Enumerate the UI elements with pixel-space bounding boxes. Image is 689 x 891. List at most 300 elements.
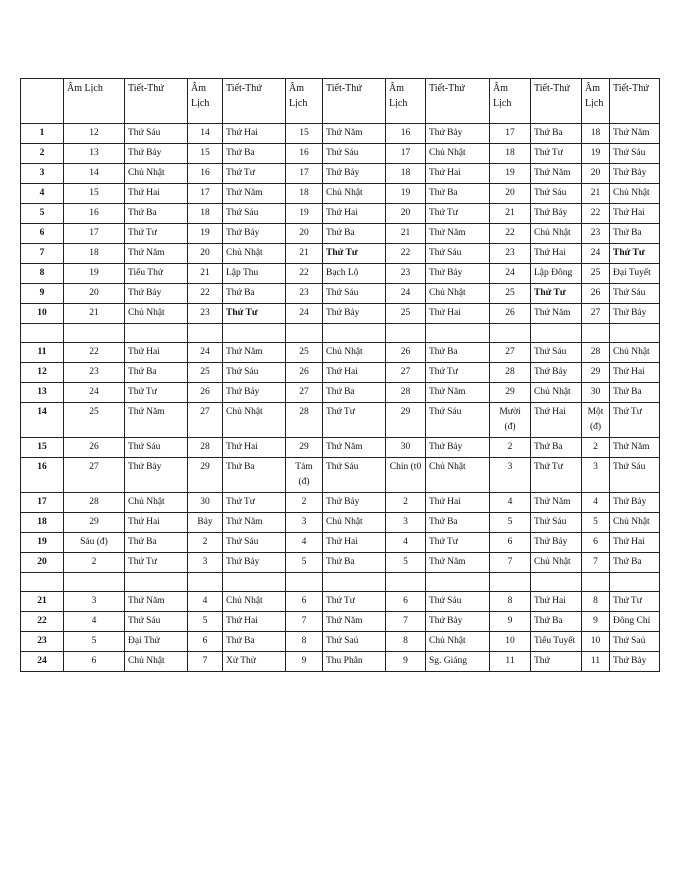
calendar-cell: Thứ Năm — [223, 184, 286, 204]
calendar-cell: Thứ Năm — [125, 403, 188, 438]
calendar-cell: Thứ Sáu — [323, 458, 386, 493]
row-number-cell: 17 — [21, 493, 64, 513]
calendar-cell: Thứ Ba — [531, 612, 582, 632]
calendar-cell: 28 — [64, 493, 125, 513]
calendar-cell: 24 — [64, 383, 125, 403]
calendar-cell: Mười (đ) — [490, 403, 531, 438]
calendar-cell: Chủ Nhật — [323, 343, 386, 363]
calendar-cell: Thứ Tư — [426, 204, 490, 224]
calendar-cell: 9 — [386, 652, 426, 672]
calendar-cell: Thứ Bảy — [426, 438, 490, 458]
calendar-cell: Thứ Năm — [323, 612, 386, 632]
calendar-cell: 19 — [386, 184, 426, 204]
table-row — [21, 244, 660, 264]
table-row — [21, 533, 660, 553]
calendar-cell: Chủ Nhật — [323, 184, 386, 204]
calendar-cell: 29 — [582, 363, 610, 383]
calendar-cell: Thứ Sáu — [223, 204, 286, 224]
calendar-cell: Thứ Năm — [125, 592, 188, 612]
calendar-cell: 23 — [582, 224, 610, 244]
calendar-cell: Thứ Bảy — [125, 144, 188, 164]
calendar-cell: 17 — [386, 144, 426, 164]
calendar-cell: Thứ Hai — [531, 403, 582, 438]
calendar-cell: 28 — [582, 343, 610, 363]
table-row — [21, 124, 660, 144]
calendar-cell — [125, 573, 188, 592]
header-cell: Tiết-Thứ — [426, 79, 490, 124]
calendar-cell: 15 — [64, 184, 125, 204]
calendar-cell: Chủ Nhật — [610, 184, 660, 204]
calendar-cell: Thứ Bảy — [323, 493, 386, 513]
calendar-cell: 26 — [286, 363, 323, 383]
calendar-cell: 18 — [64, 244, 125, 264]
calendar-cell: Thứ Bảy — [223, 553, 286, 573]
calendar-cell: 4 — [582, 493, 610, 513]
calendar-cell: 23 — [64, 363, 125, 383]
calendar-cell: Bạch Lộ — [323, 264, 386, 284]
calendar-cell: 24 — [286, 304, 323, 324]
calendar-cell: 2 — [64, 553, 125, 573]
calendar-cell: 2 — [490, 438, 531, 458]
calendar-cell: 9 — [490, 612, 531, 632]
calendar-cell: 5 — [64, 632, 125, 652]
calendar-cell: 22 — [188, 284, 223, 304]
calendar-cell: 28 — [188, 438, 223, 458]
calendar-cell: 18 — [188, 204, 223, 224]
table-row — [21, 164, 660, 184]
table-row — [21, 458, 660, 493]
calendar-cell: 25 — [286, 343, 323, 363]
calendar-cell: 3 — [386, 513, 426, 533]
calendar-cell: Thứ Sáu — [610, 284, 660, 304]
calendar-cell: Thứ Sáu — [125, 124, 188, 144]
calendar-cell: Thứ Năm — [531, 493, 582, 513]
calendar-cell: Thứ Sáu — [531, 513, 582, 533]
calendar-cell: Thứ Năm — [426, 383, 490, 403]
calendar-cell: Lập Thu — [223, 264, 286, 284]
calendar-cell: Thứ Bảy — [223, 224, 286, 244]
calendar-cell: Thứ Bảy — [426, 124, 490, 144]
calendar-cell: Thứ Hai — [223, 438, 286, 458]
calendar-cell: 28 — [286, 403, 323, 438]
calendar-cell: Thu Phân — [323, 652, 386, 672]
calendar-cell: Thứ Ba — [531, 124, 582, 144]
calendar-cell: 29 — [188, 458, 223, 493]
calendar-cell: 20 — [188, 244, 223, 264]
calendar-cell: Chủ Nhật — [426, 632, 490, 652]
row-number-cell: 24 — [21, 652, 64, 672]
calendar-cell: Thứ Ba — [223, 284, 286, 304]
calendar-cell: 6 — [582, 533, 610, 553]
calendar-cell: 2 — [582, 438, 610, 458]
calendar-cell: Xử Thử — [223, 652, 286, 672]
calendar-cell: Thứ Bảy — [610, 304, 660, 324]
calendar-cell: 30 — [582, 383, 610, 403]
calendar-cell: 2 — [386, 493, 426, 513]
calendar-cell: 19 — [64, 264, 125, 284]
calendar-cell: Tiểu Thử — [125, 264, 188, 284]
calendar-cell: Chủ Nhật — [125, 652, 188, 672]
calendar-cell: 27 — [386, 363, 426, 383]
calendar-cell: 7 — [386, 612, 426, 632]
calendar-cell: 3 — [582, 458, 610, 493]
calendar-cell: 20 — [490, 184, 531, 204]
calendar-cell: Thứ Ba — [223, 632, 286, 652]
row-number-cell: 18 — [21, 513, 64, 533]
calendar-cell: 8 — [286, 632, 323, 652]
calendar-cell: Đại Tuyết — [610, 264, 660, 284]
calendar-cell — [582, 324, 610, 343]
row-number-cell: 10 — [21, 304, 64, 324]
calendar-cell: Thứ Hai — [323, 363, 386, 383]
calendar-cell: Thứ Tư — [223, 164, 286, 184]
row-number-cell: 1 — [21, 124, 64, 144]
row-number-cell: 9 — [21, 284, 64, 304]
calendar-cell: Thứ Bảy — [610, 493, 660, 513]
row-number-cell: 4 — [21, 184, 64, 204]
calendar-cell: Thứ Ba — [125, 204, 188, 224]
calendar-cell: Chủ Nhật — [223, 403, 286, 438]
calendar-cell: Thứ Hai — [323, 533, 386, 553]
header-cell: Âm Lịch — [582, 79, 610, 124]
calendar-cell: 19 — [286, 204, 323, 224]
calendar-cell: Thứ Hai — [610, 204, 660, 224]
table-row — [21, 224, 660, 244]
calendar-cell: Một (đ) — [582, 403, 610, 438]
calendar-cell: 21 — [582, 184, 610, 204]
calendar-cell: Thứ Tư — [125, 383, 188, 403]
calendar-cell — [223, 324, 286, 343]
calendar-cell: Thứ Ba — [223, 458, 286, 493]
row-number-cell: 14 — [21, 403, 64, 438]
row-number-cell: 2 — [21, 144, 64, 164]
calendar-cell: 25 — [188, 363, 223, 383]
calendar-cell: 7 — [490, 553, 531, 573]
calendar-cell: 24 — [386, 284, 426, 304]
calendar-cell — [286, 573, 323, 592]
calendar-cell: 26 — [582, 284, 610, 304]
calendar-cell: Tiểu Tuyết — [531, 632, 582, 652]
calendar-cell: 21 — [64, 304, 125, 324]
calendar-cell: 23 — [286, 284, 323, 304]
calendar-cell: Thứ Ba — [323, 553, 386, 573]
calendar-cell: Thứ Sáu — [223, 363, 286, 383]
calendar-cell: Lập Đông — [531, 264, 582, 284]
calendar-cell: 16 — [64, 204, 125, 224]
calendar-cell: Thứ Hai — [323, 204, 386, 224]
calendar-cell: 18 — [582, 124, 610, 144]
calendar-cell: Thứ Sáu — [531, 184, 582, 204]
calendar-cell: 20 — [64, 284, 125, 304]
calendar-cell: 25 — [490, 284, 531, 304]
calendar-cell: 26 — [386, 343, 426, 363]
calendar-cell: Thứ Năm — [426, 553, 490, 573]
row-number-cell: 3 — [21, 164, 64, 184]
calendar-cell: 3 — [286, 513, 323, 533]
calendar-cell: 25 — [582, 264, 610, 284]
calendar-cell: Thứ Bảy — [323, 304, 386, 324]
calendar-cell — [188, 324, 223, 343]
calendar-cell: Thứ Hai — [531, 592, 582, 612]
calendar-cell: Chủ Nhật — [125, 493, 188, 513]
table-row — [21, 632, 660, 652]
calendar-cell: Thứ Ba — [610, 383, 660, 403]
calendar-cell — [323, 324, 386, 343]
calendar-cell: Thứ Ba — [426, 184, 490, 204]
calendar-cell: 22 — [490, 224, 531, 244]
calendar-cell: 4 — [188, 592, 223, 612]
header-row — [21, 79, 660, 124]
calendar-cell: Thứ Bảy — [610, 652, 660, 672]
calendar-cell — [426, 573, 490, 592]
calendar-cell: 26 — [64, 438, 125, 458]
calendar-cell — [531, 324, 582, 343]
calendar-cell: Thứ Sáu — [323, 144, 386, 164]
calendar-body — [21, 124, 660, 672]
calendar-cell: 8 — [582, 592, 610, 612]
calendar-cell: Thứ Năm — [323, 124, 386, 144]
calendar-cell: 6 — [490, 533, 531, 553]
calendar-cell: 5 — [386, 553, 426, 573]
calendar-cell: 29 — [490, 383, 531, 403]
calendar-cell: 19 — [582, 144, 610, 164]
calendar-cell: 27 — [582, 304, 610, 324]
calendar-cell: Chủ Nhật — [610, 513, 660, 533]
calendar-cell: 15 — [188, 144, 223, 164]
calendar-cell: 24 — [582, 244, 610, 264]
calendar-cell: Thứ Tư — [531, 458, 582, 493]
calendar-cell — [188, 573, 223, 592]
calendar-cell: Thứ Ba — [531, 438, 582, 458]
calendar-cell: 24 — [188, 343, 223, 363]
calendar-cell: 28 — [386, 383, 426, 403]
calendar-cell: 26 — [490, 304, 531, 324]
calendar-cell: 5 — [582, 513, 610, 533]
calendar-cell: Thứ Tư — [426, 363, 490, 383]
row-number-cell — [21, 324, 64, 343]
row-number-cell: 5 — [21, 204, 64, 224]
calendar-cell — [64, 324, 125, 343]
calendar-cell: 5 — [188, 612, 223, 632]
calendar-cell: 26 — [188, 383, 223, 403]
table-row — [21, 184, 660, 204]
calendar-cell: Chủ Nhật — [426, 284, 490, 304]
calendar-cell: Chủ Nhật — [223, 244, 286, 264]
calendar-cell: 22 — [286, 264, 323, 284]
calendar-cell: Thứ Tư — [323, 592, 386, 612]
calendar-cell: 4 — [286, 533, 323, 553]
calendar-cell: 9 — [286, 652, 323, 672]
calendar-cell: 11 — [490, 652, 531, 672]
calendar-cell: 9 — [582, 612, 610, 632]
calendar-cell: 27 — [64, 458, 125, 493]
table-row — [21, 363, 660, 383]
calendar-cell: Thứ Ba — [426, 513, 490, 533]
calendar-cell: Thứ Tư — [323, 244, 386, 264]
calendar-cell: Thứ Ba — [323, 383, 386, 403]
calendar-cell: 28 — [490, 363, 531, 383]
calendar-cell: Sg. Giáng — [426, 652, 490, 672]
row-number-cell: 13 — [21, 383, 64, 403]
calendar-cell: 23 — [490, 244, 531, 264]
calendar-cell: Chủ Nhật — [531, 224, 582, 244]
calendar-cell: 8 — [490, 592, 531, 612]
calendar-cell: 20 — [386, 204, 426, 224]
calendar-cell: Thứ Ba — [323, 224, 386, 244]
calendar-cell: Thứ — [531, 652, 582, 672]
calendar-cell: 7 — [582, 553, 610, 573]
calendar-cell — [64, 573, 125, 592]
calendar-cell: 6 — [386, 592, 426, 612]
calendar-cell: Thứ Năm — [531, 304, 582, 324]
calendar-cell: Thứ Sáu — [531, 343, 582, 363]
calendar-cell — [386, 573, 426, 592]
calendar-cell: Thứ Hai — [223, 612, 286, 632]
calendar-cell — [286, 324, 323, 343]
calendar-cell: 16 — [386, 124, 426, 144]
calendar-cell: Thứ Sáu — [610, 144, 660, 164]
calendar-cell: 7 — [286, 612, 323, 632]
calendar-cell: 27 — [188, 403, 223, 438]
calendar-cell: 16 — [188, 164, 223, 184]
calendar-cell: Chủ Nhật — [531, 383, 582, 403]
calendar-cell: 13 — [64, 144, 125, 164]
calendar-cell: 6 — [64, 652, 125, 672]
table-row — [21, 324, 660, 343]
calendar-cell: Thứ Bảy — [426, 612, 490, 632]
calendar-cell: 5 — [286, 553, 323, 573]
calendar-cell: 22 — [64, 343, 125, 363]
calendar-cell: 18 — [386, 164, 426, 184]
calendar-cell: 21 — [386, 224, 426, 244]
calendar-cell: Thứ Tư — [610, 592, 660, 612]
calendar-cell — [610, 324, 660, 343]
calendar-cell: Thứ Ba — [426, 343, 490, 363]
calendar-cell: Thứ Bảy — [223, 383, 286, 403]
calendar-cell: Thứ Năm — [610, 124, 660, 144]
calendar-cell: 17 — [188, 184, 223, 204]
calendar-cell: Thứ Tư — [610, 403, 660, 438]
header-cell — [21, 79, 64, 124]
header-cell: Tiết-Thứ — [125, 79, 188, 124]
table-row — [21, 652, 660, 672]
calendar-cell: 21 — [286, 244, 323, 264]
calendar-cell: Thứ Hai — [531, 244, 582, 264]
calendar-cell: 25 — [64, 403, 125, 438]
calendar-cell: 25 — [386, 304, 426, 324]
table-row — [21, 383, 660, 403]
calendar-cell: 29 — [64, 513, 125, 533]
calendar-cell: Thứ Bảy — [323, 164, 386, 184]
calendar-cell: Thứ Bảy — [426, 264, 490, 284]
calendar-cell: Thứ Tư — [531, 144, 582, 164]
header-cell: Tiết-Thứ — [531, 79, 582, 124]
calendar-cell: 4 — [386, 533, 426, 553]
calendar-cell: Thứ Hai — [426, 164, 490, 184]
calendar-cell: Thứ Hai — [125, 343, 188, 363]
calendar-cell: Thứ Sáu — [426, 592, 490, 612]
calendar-cell: Thứ Sáu — [125, 612, 188, 632]
calendar-cell: 20 — [582, 164, 610, 184]
row-number-cell: 20 — [21, 553, 64, 573]
calendar-cell: 22 — [386, 244, 426, 264]
calendar-cell: 17 — [64, 224, 125, 244]
table-row — [21, 144, 660, 164]
calendar-cell: 2 — [188, 533, 223, 553]
calendar-cell — [323, 573, 386, 592]
table-row — [21, 204, 660, 224]
calendar-cell: 11 — [582, 652, 610, 672]
calendar-cell: Chủ Nhật — [223, 592, 286, 612]
calendar-cell: Thứ Hai — [610, 363, 660, 383]
calendar-cell: Thứ Tư — [223, 493, 286, 513]
row-number-cell: 22 — [21, 612, 64, 632]
row-number-cell — [21, 573, 64, 592]
header-cell: Âm Lịch — [490, 79, 531, 124]
calendar-cell: Thứ Năm — [223, 513, 286, 533]
calendar-cell: Thứ Tư — [610, 244, 660, 264]
calendar-cell: 19 — [490, 164, 531, 184]
calendar-cell: Thứ Hai — [125, 184, 188, 204]
calendar-cell: 17 — [286, 164, 323, 184]
calendar-cell: 23 — [386, 264, 426, 284]
table-row — [21, 403, 660, 438]
calendar-cell: Chủ Nhật — [426, 458, 490, 493]
header-cell: Âm Lịch — [386, 79, 426, 124]
calendar-cell: Chủ Nhật — [323, 513, 386, 533]
table-row — [21, 513, 660, 533]
calendar-cell: Chín (t0 — [386, 458, 426, 493]
calendar-cell: 8 — [386, 632, 426, 652]
calendar-cell: Thứ Tư — [323, 403, 386, 438]
calendar-cell: 21 — [490, 204, 531, 224]
calendar-cell: Bảy — [188, 513, 223, 533]
calendar-cell: Thứ Sáu — [125, 438, 188, 458]
calendar-cell: Thứ Sáu — [323, 284, 386, 304]
calendar-cell: Thứ Bảy — [531, 363, 582, 383]
row-number-cell: 8 — [21, 264, 64, 284]
calendar-cell: 23 — [188, 304, 223, 324]
calendar-cell: 6 — [188, 632, 223, 652]
calendar-cell: Sáu (đ) — [64, 533, 125, 553]
calendar-cell: Thứ Saú — [323, 632, 386, 652]
calendar-cell: 30 — [188, 493, 223, 513]
calendar-cell: Đại Thử — [125, 632, 188, 652]
calendar-cell: 3 — [188, 553, 223, 573]
calendar-cell: Thứ Ba — [125, 363, 188, 383]
calendar-cell: Chủ Nhật — [531, 553, 582, 573]
calendar-cell: 27 — [490, 343, 531, 363]
calendar-cell: 22 — [582, 204, 610, 224]
calendar-cell: Thứ Sáu — [426, 403, 490, 438]
calendar-cell: 14 — [188, 124, 223, 144]
calendar-cell: Thứ Năm — [610, 438, 660, 458]
table-row — [21, 343, 660, 363]
table-row — [21, 304, 660, 324]
calendar-cell: Thứ Ba — [610, 553, 660, 573]
calendar-cell: 16 — [286, 144, 323, 164]
calendar-cell: 4 — [64, 612, 125, 632]
calendar-cell: Thứ Hai — [426, 304, 490, 324]
calendar-cell: Thứ Hai — [426, 493, 490, 513]
calendar-cell: 10 — [490, 632, 531, 652]
calendar-cell: Chủ Nhật — [610, 343, 660, 363]
calendar-cell: Thứ Năm — [323, 438, 386, 458]
row-number-cell: 11 — [21, 343, 64, 363]
calendar-cell: Thứ Bảy — [125, 284, 188, 304]
table-row — [21, 553, 660, 573]
calendar-cell: Thứ Sáu — [610, 458, 660, 493]
